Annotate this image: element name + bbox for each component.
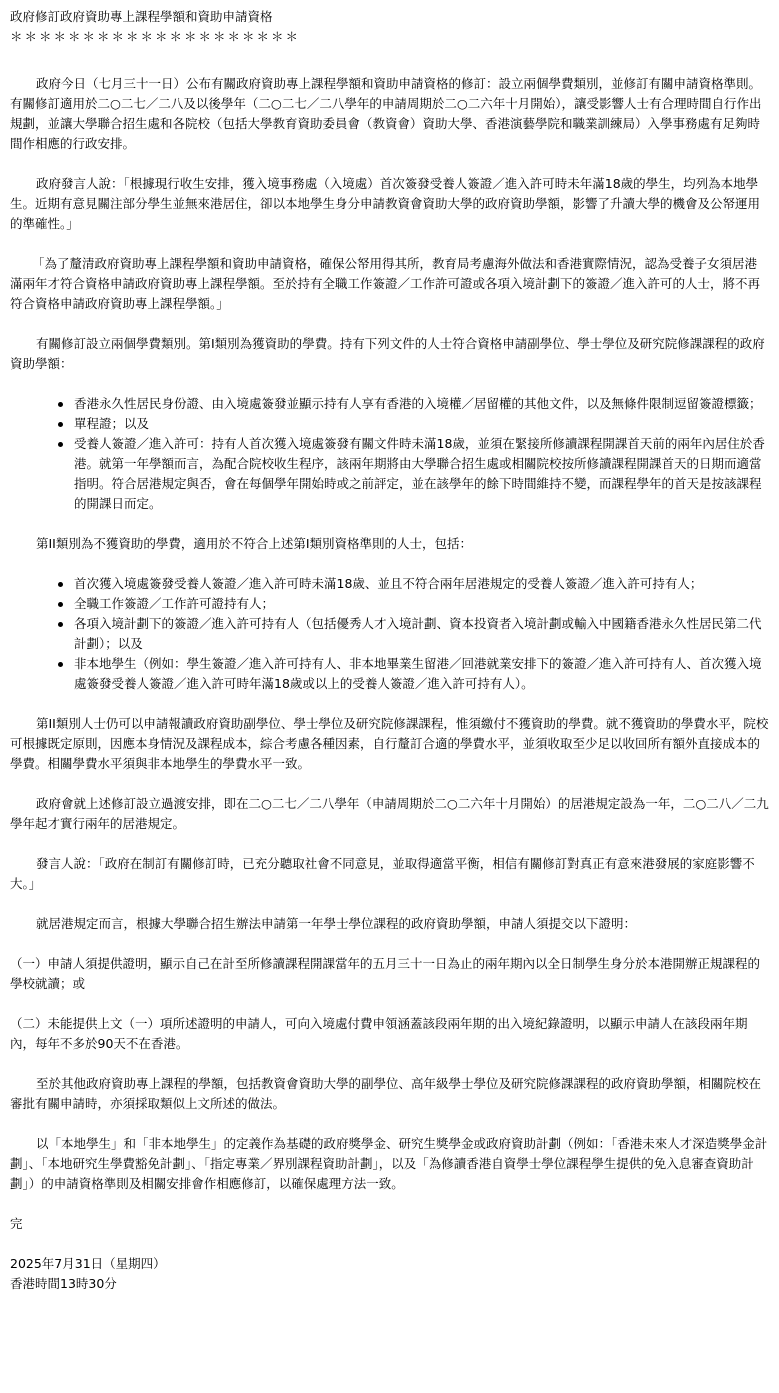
release-time: 香港時間13時30分: [10, 1276, 117, 1291]
category-2-list: [10, 574, 769, 694]
paragraph-fees: 第II類別人士仍可以申請報讀政府資助副學位、學士學位及研究院修課課程，惟須繳付不獲資助的學費。就不獲資助的學費水平，院校可根據既定原則，因應本身情況及課程成本，綜合考慮各種因素，自行釐訂合適的學費水平，並須收取至少足以收回所有額外直接成本的學費。相關學費水平須與非本地學生的學費水平一致。: [10, 716, 769, 771]
list-item: 各項入境計劃下的簽證／進入許可持有人（包括優秀人才入境計劃、資本投資者入境計劃或輸入中國籍香港永久性居民第二代計劃）；以及: [74, 614, 769, 654]
paragraph-spokesman-1: 政府發言人說：「根據現行收生安排，獲入境事務處（入境處）首次簽發受養人簽證／進入許可時未年滿18歲的學生，均列為本地學生。近期有意見關注部分學生並無來港居住，卻以本地學生身分申請教資會資助大學的政府資助學額，影響了升讀大學的機會及公帑運用的準確性。」: [10, 176, 761, 231]
paragraph-proof-2: （二）未能提供上文（一）項所述證明的申請人，可向入境處付費申領涵蓋該段兩年期的出入境紀錄證明，以顯示申請人在該段兩年期內，每年不多於90天不在香港。: [10, 1016, 748, 1051]
paragraph-proof-1: （一）申請人須提供證明，顯示自己在計至所修讀課程開課當年的五月三十一日為止的兩年期內以全日制學生身分於本港開辦正規課程的學校就讀；或: [10, 956, 761, 991]
paragraph-other-programmes: 至於其他政府資助專上課程的學額，包括教資會資助大學的副學位、高年級學士學位及研究院修課課程的政府資助學額，相關院校在審批有關申請時，亦須採取類似上文所述的做法。: [10, 1076, 762, 1111]
paragraph-intro: 政府今日（七月三十一日）公布有關政府資助專上課程學額和資助申請資格的修訂：設立兩個學費類別，並修訂有關申請資格準則。有關修訂適用於二○二七／二八及以後學年（二○二七／二八學年的申請周期於二○二六年十月開始），讓受影響人士有合理時間自行作出規劃，並讓大學聯合招生處和各院校（包括大學教育資助委員會（教資會）資助大學、香港演藝學院和職業訓練局）入學事務處有足夠時間作相應的行政安排。: [10, 76, 762, 151]
paragraph-spokesman-2: 「為了釐清政府資助專上課程學額和資助申請資格，確保公帑用得其所，教育局考慮海外做法和香港實際情況，認為受養子女須居港滿兩年才符合資格申請政府資助專上課程學額。至於持有全職工作簽證／工作許可證或各項入境計劃下的簽證／進入許可的人士，將不再符合資格申請政府資助專上課程學額。」: [10, 256, 761, 311]
paragraph-scholarships: 以「本地學生」和「非本地學生」的定義作為基礎的政府獎學金、研究生獎學金或政府資助計劃（例如：「香港未來人才深造獎學金計劃」、「本地研究生學費豁免計劃」、「指定專業／界別課程資助計劃」，以及「為修讀香港自資學士學位課程學生提供的免入息審查資助計劃」）的申請資格準則及相關安排會作相應修訂，以確保處理方法一致。: [10, 1136, 768, 1191]
release-date: 2025年7月31日（星期四）: [10, 1256, 166, 1271]
category-1-list: [10, 394, 769, 514]
list-item: 單程證；以及: [74, 414, 769, 434]
list-item: 首次獲入境處簽發受養人簽證／進入許可時未滿18歲、並且不符合兩年居港規定的受養人簽證／進入許可持有人；: [74, 574, 769, 594]
end-mark: 完: [10, 1216, 23, 1231]
paragraph-residency: 就居港規定而言，根據大學聯合招生辦法申請第一年學士學位課程的政府資助學額，申請人須提交以下證明：: [36, 916, 637, 931]
paragraph-spokesman-3: 發言人說：「政府在制訂有關修訂時，已充分聽取社會不同意見，並取得適當平衡，相信有關修訂對真正有意來港發展的家庭影響不大。」: [10, 856, 755, 891]
page-title: 政府修訂政府資助專上課程學額和資助申請資格: [10, 9, 273, 24]
list-item: 全職工作簽證／工作許可證持有人；: [74, 594, 769, 614]
list-item: 非本地學生（例如：學生簽證／進入許可持有人、非本地畢業生留港／回港就業安排下的簽證／進入許可持有人、首次獲入境處簽發受養人簽證／進入許可時年滿18歲或以上的受養人簽證／進入許可持有人）。: [74, 654, 769, 694]
paragraph-category-1: 有關修訂設立兩個學費類別。第I類別為獲資助的學費。持有下列文件的人士符合資格申請副學位、學士學位及研究院修課課程的政府資助學額：: [10, 336, 765, 371]
title-divider: ＊＊＊＊＊＊＊＊＊＊＊＊＊＊＊＊＊＊＊＊: [10, 29, 301, 44]
list-item: 香港永久性居民身份證、由入境處簽發並顯示持有人享有香港的入境權／居留權的其他文件，以及無條件限制逗留簽證標籤；: [74, 394, 769, 414]
paragraph-transition: 政府會就上述修訂設立過渡安排，即在二○二七／二八學年（申請周期於二○二六年十月開始）的居港規定設為一年，二○二八／二九學年起才實行兩年的居港規定。: [10, 796, 769, 831]
list-item: 受養人簽證／進入許可：持有人首次獲入境處簽發有關文件時未滿18歲，並須在緊接所修讀課程開課首天前的兩年內居住於香港。就第一年學額而言，為配合院校收生程序，該兩年期將由大學聯合招生處或相關院校按所修讀課程開課首天的日期而適當指明。符合居港規定與否，會在每個學年開始時或之前評定，並在該學年的餘下時間維持不變，而課程學年的首天是按該課程的開課日而定。: [74, 434, 769, 514]
paragraph-category-2: 第II類別為不獲資助的學費，適用於不符合上述第I類別資格準則的人士，包括：: [36, 536, 473, 551]
